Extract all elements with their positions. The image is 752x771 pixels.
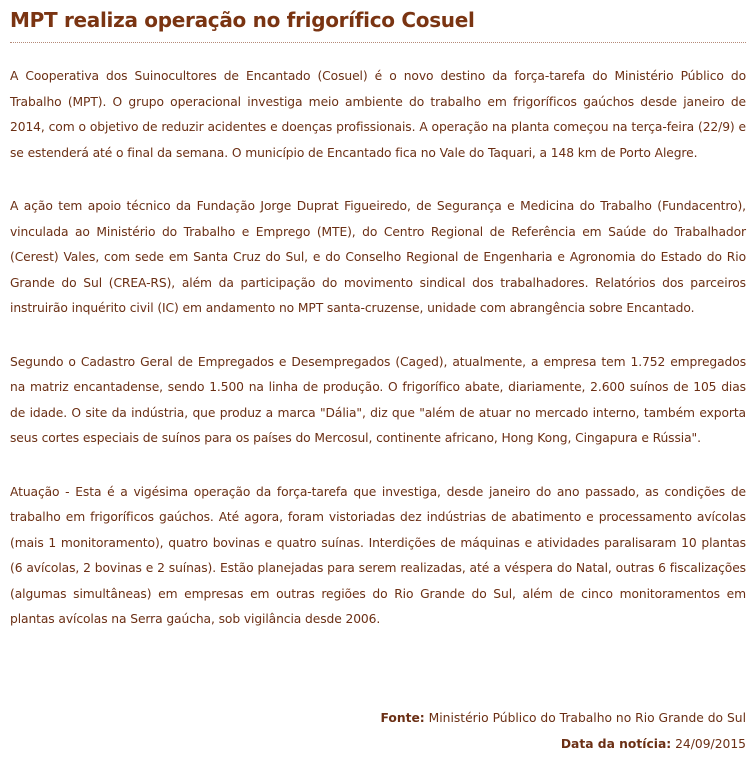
date-label: Data da notícia: — [560, 737, 672, 751]
date-line — [6, 734, 746, 754]
source-line — [6, 708, 746, 728]
source-label: Fonte: — [380, 711, 425, 725]
article-paragraph-2: A ação tem apoio técnico da Fundação Jorge Duprat Figueiredo, de Segurança e Medicina do Trabalho (Fundacentro), vinculada ao Ministério do Trabalho e Emprego (MTE), do Centro Regional de Referência em Saúde do Trabalhador (Cerest) Vales, com sede em Santa Cruz do Sul, e do Conselho Regional de Engenharia e Agronomia do Estado do Rio Grande do Sul (CREA-RS), além da participação do movimento sindical dos trabalhadores. Relatórios dos parceiros instruirão inquérito civil (IC) em andamento no MPT santa-cruzense, unidade com abrangência sobre Encantado. — [10, 199, 746, 315]
article-body — [10, 64, 746, 661]
source-value: Ministério Público do Trabalho no Rio Grande do Sul — [428, 711, 746, 725]
article-title: MPT realiza operação no frigorífico Cosuel — [10, 8, 475, 32]
article-paragraph-4: Atuação - Esta é a vigésima operação da força-tarefa que investiga, desde janeiro do ano passado, as condições de trabalho em frigoríficos gaúchos. Até agora, foram vistoriadas dez indústrias de abatimento e processamento avícolas (mais 1 monitoramento), quatro bovinas e quatro suínas. Interdições de máquinas e atividades paralisaram 10 plantas (6 avícolas, 2 bovinas e 2 suínas). Estão planejadas para serem realizadas, até a véspera do Natal, outras 6 fiscalizações (algumas simultâneas) em empresas em outras regiões do Rio Grande do Sul, além de cinco monitoramentos em plantas avícolas na Serra gaúcha, sob vigilância desde 2006. — [10, 484, 746, 626]
article-paragraph-1: A Cooperativa dos Suinocultores de Encantado (Cosuel) é o novo destino da força-tarefa do Ministério Público do Trabalho (MPT). O grupo operacional investiga meio ambiente do trabalho em frigoríficos gaúchos desde janeiro de 2014, com o objetivo de reduzir acidentes e doenças profissionais. A operação na planta começou na terça-feira (22/9) e se estenderá até o final da semana. O município de Encantado fica no Vale do Taquari, a 148 km de Porto Alegre. — [10, 69, 746, 160]
title-divider — [10, 42, 746, 43]
article-paragraph-3: Segundo o Cadastro Geral de Empregados e Desempregados (Caged), atualmente, a empresa tem 1.752 empregados na matriz encantadense, sendo 1.500 na linha de produção. O frigorífico abate, diariamente, 2.600 suínos de 105 dias de idade. O site da indústria, que produz a marca "Dália", diz que "além de atuar no mercado interno, também exporta seus cortes especiais de suínos para os países do Mercosul, continente africano, Hong Kong, Cingapura e Rússia". — [10, 354, 746, 445]
date-value: 24/09/2015 — [675, 737, 746, 751]
